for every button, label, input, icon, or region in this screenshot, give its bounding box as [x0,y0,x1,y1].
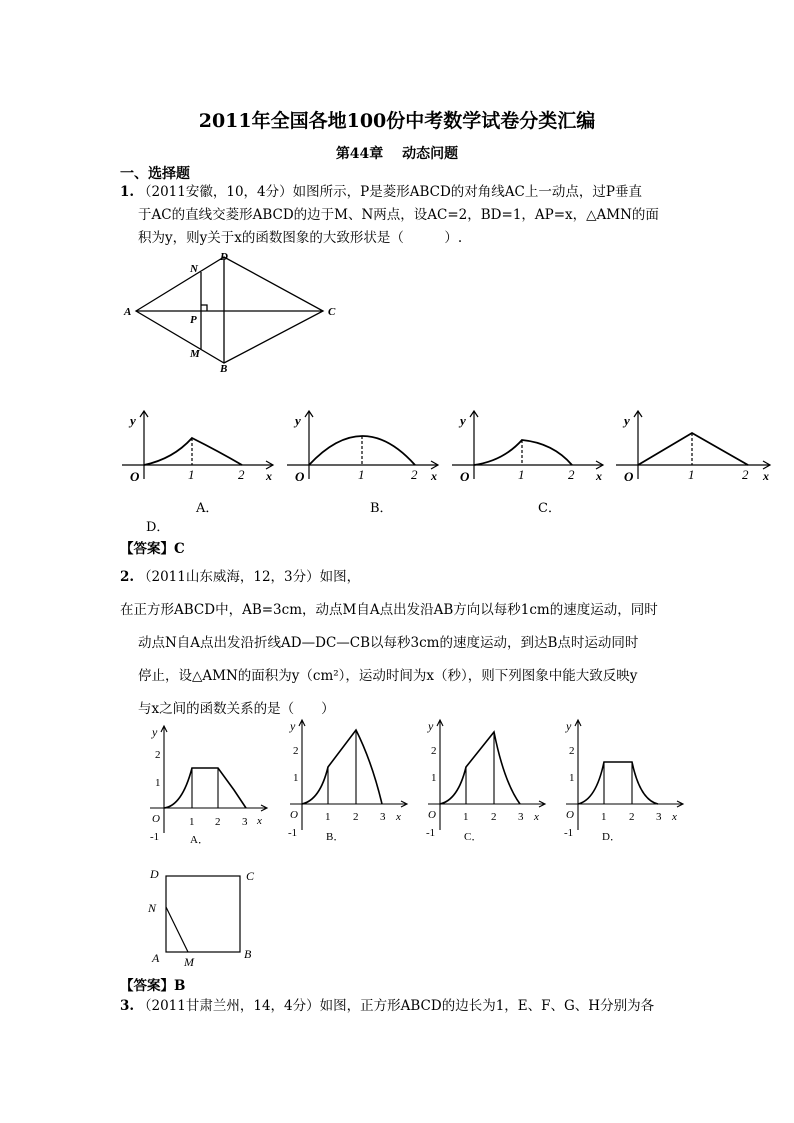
q1-label-b: B [220,363,228,375]
q2-graph-d-label: D． [602,831,621,843]
svg-text:O: O [152,813,160,825]
q2-graph-a-label: A． [190,834,209,846]
svg-text:y: y [566,719,572,733]
svg-text:2: 2 [431,745,437,757]
svg-text:3: 3 [518,811,524,823]
q2-line-2: 动点N自A点出发沿折线AD—DC—CB以每秒3cm的速度运动，到达B点时运动同时 [138,635,639,651]
svg-text:x: x [431,469,437,483]
q1-label-c: C [328,306,336,318]
q2-square-figure [142,866,272,972]
svg-text:M: M [184,955,194,969]
svg-text:2: 2 [238,467,245,482]
svg-text:-1: -1 [150,831,160,843]
svg-text:x: x [672,811,677,823]
q2-graph-b-label: B． [326,831,345,843]
svg-text:y: y [290,719,296,733]
svg-text:B: B [244,947,252,961]
svg-text:y: y [428,719,434,733]
svg-text:1: 1 [601,811,607,823]
svg-text:1: 1 [293,772,299,784]
q1-label-m: M [190,348,200,360]
svg-text:y: y [624,413,630,428]
svg-text:y: y [295,413,301,428]
q3-number: 3. [120,998,135,1014]
q2-graph-b [282,712,412,847]
svg-text:1: 1 [688,467,695,482]
svg-text:2: 2 [411,467,418,482]
svg-text:x: x [534,811,539,823]
q1-option-c: C． [538,501,561,516]
q2-graph-c-label: C． [464,831,483,843]
svg-text:-1: -1 [288,827,298,839]
svg-text:O: O [290,809,298,821]
q2-graph-c [420,712,550,847]
svg-text:2: 2 [215,816,221,828]
q2-line-4: 与x之间的函数关系的是（ ） [138,701,335,717]
q1-line-1: （2011安徽，10，4分）如图所示，P是菱形ABCD的对角线AC上一动点，过P垂直 [138,184,642,200]
svg-text:1: 1 [569,772,575,784]
svg-text:O: O [428,809,436,821]
svg-text:C: C [246,869,255,883]
q1-label-p: P [190,314,197,326]
svg-text:-1: -1 [426,827,436,839]
svg-text:1: 1 [518,467,525,482]
q2-line-1: 在正方形ABCD中，AB=3cm，动点M自A点出发沿AB方向以每秒1cm的速度运动，同时 [120,602,658,618]
svg-text:3: 3 [656,811,662,823]
svg-text:O: O [130,469,140,484]
svg-text:2: 2 [155,749,161,761]
svg-text:O: O [460,469,470,484]
svg-text:2: 2 [293,745,299,757]
svg-text:2: 2 [353,811,359,823]
svg-text:x: x [763,469,769,483]
svg-text:2: 2 [629,811,635,823]
svg-text:1: 1 [155,777,161,789]
svg-text:2: 2 [491,811,497,823]
q1-option-b: B． [370,501,393,516]
svg-text:-1: -1 [564,827,574,839]
svg-text:O: O [624,469,634,484]
q1-rhombus-figure [118,248,338,376]
svg-text:3: 3 [380,811,386,823]
q3-line-1: （2011甘肃兰州，14，4分）如图，正方形ABCD的边长为1，E、F、G、H分别为各 [138,998,655,1014]
q2-line-3: 停止，设△AMN的面积为y（cm²），运动时间为x（秒），则下列图象中能大致反映y [138,668,638,684]
svg-text:1: 1 [431,772,437,784]
svg-text:x: x [266,469,272,483]
svg-text:x: x [596,469,602,483]
svg-text:x: x [396,811,401,823]
q1-label-n: N [190,263,198,275]
svg-text:y: y [460,413,466,428]
q1-line-3: 积为y，则y关于x的函数图象的大致形状是（ ）. [138,230,463,246]
q1-answer: 【答案】C [120,541,185,557]
q1-label-a: A [124,306,132,318]
q1-graph-b [283,405,448,485]
svg-text:1: 1 [358,467,365,482]
svg-text:3: 3 [242,816,248,828]
q1-line-2: 于AC的直线交菱形ABCD的边于M、N两点，设AC=2，BD=1，AP=x，△AMN的面 [138,207,659,223]
svg-text:1: 1 [463,811,469,823]
svg-text:1: 1 [188,467,195,482]
q1-option-d: D． [146,520,170,535]
q2-graph-d [558,712,688,847]
svg-text:1: 1 [325,811,331,823]
svg-text:D: D [150,867,159,881]
q1-label-d: D [220,251,228,263]
page-title: 2011年全国各地100份中考数学试卷分类汇编 [198,110,596,132]
q1-graph-a [118,405,283,485]
q2-answer: 【答案】B [120,978,186,994]
svg-text:O: O [566,809,574,821]
svg-text:x: x [257,815,262,827]
chapter-title: 第44章 动态问题 [335,146,459,162]
svg-text:2: 2 [568,467,575,482]
svg-text:N: N [148,901,157,915]
svg-text:2: 2 [742,467,749,482]
q1-number: 1. [120,184,135,200]
q2-header: （2011山东威海，12，3分）如图， [138,569,361,585]
svg-text:2: 2 [569,745,575,757]
svg-text:y: y [130,413,136,428]
section-heading: 一、选择题 [120,166,190,182]
q2-number: 2. [120,569,135,585]
svg-text:A: A [152,951,160,965]
q2-graph-a [142,718,272,848]
svg-text:1: 1 [189,816,195,828]
q1-option-a: A． [196,501,219,516]
q1-graph-c [448,405,613,485]
q1-graph-d [612,405,777,485]
svg-text:y: y [152,725,158,739]
svg-text:O: O [295,469,305,484]
